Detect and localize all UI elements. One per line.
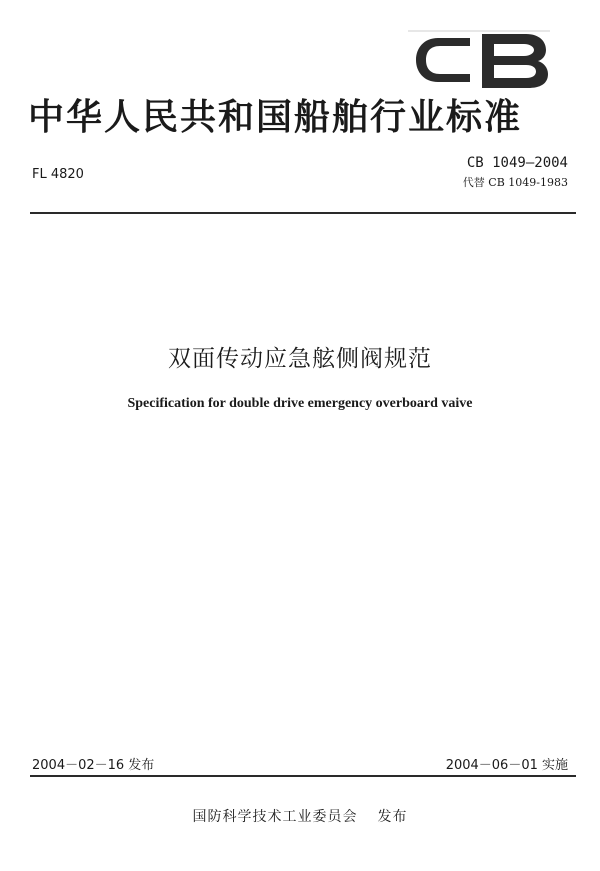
issuer-action: 发布 xyxy=(377,809,408,825)
replaces-standard: 代替 CB 1049-1983 xyxy=(462,176,568,189)
cb-logo xyxy=(408,28,550,92)
implementation-date: 2004－06－01 实施 xyxy=(445,758,568,773)
issuer-line xyxy=(0,806,600,826)
logo-letter-c xyxy=(416,38,470,82)
bottom-divider xyxy=(30,775,576,777)
standard-number: CB 1049—2004 xyxy=(466,155,568,171)
title-chinese: 双面传动应急舷侧阀规范 xyxy=(168,346,432,372)
org-name: 中华人民共和国船舶行业标准 xyxy=(28,97,523,138)
issuer-name: 国防科学技术工业委员会 xyxy=(192,809,358,825)
classification-code: FL 4820 xyxy=(32,167,84,182)
title-english: Specification for double drive emergency overboard vaive xyxy=(127,396,473,411)
issue-date: 2004－02－16 发布 xyxy=(32,758,155,773)
top-divider xyxy=(30,212,576,214)
logo-letter-b xyxy=(482,34,548,88)
